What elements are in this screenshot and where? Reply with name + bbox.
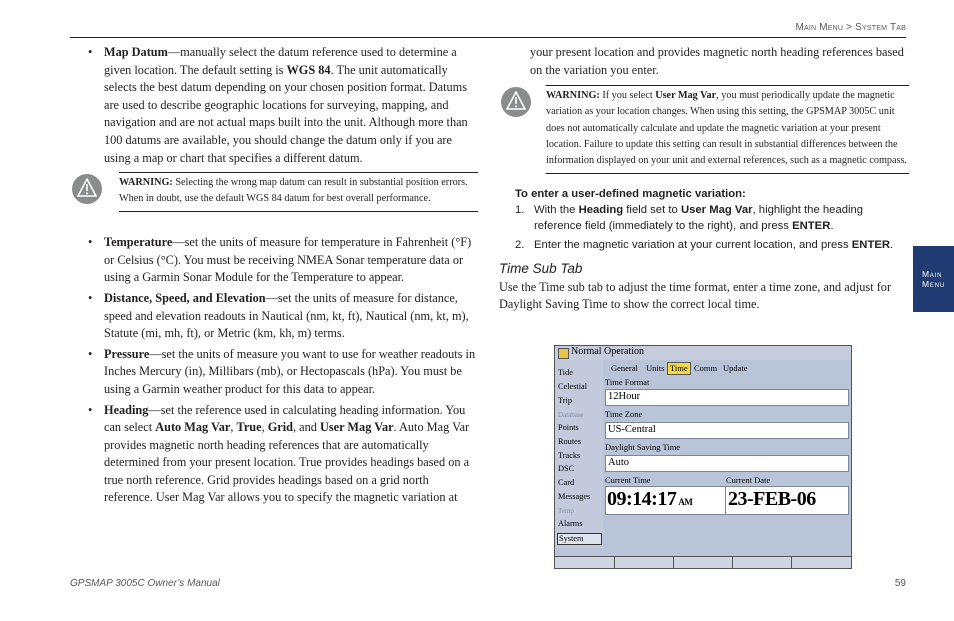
distance-text: —set the units of measure for distance, speed and elevation readouts in Nautical (nm, kt, ft), Nautical (nm, kt, m), Statute (mi, mh, ft), or Metric (km, kh, m) terms. — [104, 290, 469, 341]
heading-opt-grid: Grid — [267, 420, 294, 435]
heading-opt-user-mag-var: User Mag Var — [320, 420, 394, 435]
mag-var-warning-text — [546, 85, 909, 173]
screen-sidebar-item[interactable]: Database — [558, 411, 584, 419]
heading-continuation: your present location and provides magnetic north heading references based on the variation you enter. — [530, 45, 904, 77]
step-bold: ENTER — [851, 238, 891, 251]
folder-icon — [558, 348, 569, 359]
step-bold: User Mag Var — [680, 203, 753, 216]
mag-var-warning-text-b: , you must periodically update the magnetic variation as your location changes. When using this setting, the GPSMAP 3005C unit does not automatically calculate and update the magnetic variation at your present location. Failure to update this setting can result in substantial differences between the information displayed on your unit and external references, such as a magnetic compass. — [546, 90, 907, 167]
map-datum-text-a: —manually select the datum reference used to determine a given location. The default setting is — [104, 45, 457, 77]
screen-tab[interactable]: Update — [723, 363, 748, 373]
temperature-item — [88, 234, 478, 287]
current-date-value: 23-FEB-06 — [728, 488, 816, 510]
distance-term: Distance, Speed, and Elevation — [104, 290, 266, 305]
device-screenshot — [554, 345, 852, 569]
map-datum-item — [88, 44, 478, 167]
dst-label: Daylight Saving Time — [605, 442, 681, 452]
right-column — [499, 44, 909, 314]
bullet-icon: • — [88, 45, 93, 59]
bullet-icon: • — [88, 235, 93, 250]
step-text: Enter the magnetic variation at your current location, and press — [534, 238, 852, 251]
screen-sidebar-item[interactable]: System — [557, 533, 602, 545]
screen-sidebar-item[interactable]: Messages — [558, 492, 591, 501]
screen-sidebar-item[interactable]: DSC — [558, 464, 575, 473]
header-system-tab: System Tab — [855, 22, 906, 33]
header-main-menu: Main Menu — [795, 22, 844, 33]
bullet-icon: • — [88, 402, 93, 417]
screen-sidebar-item[interactable]: Tide — [558, 368, 573, 377]
time-format-field[interactable]: 12Hour — [605, 389, 849, 406]
time-format-label: Time Format — [605, 377, 650, 387]
datum-warning — [72, 172, 478, 222]
warning-icon — [501, 87, 531, 117]
datum-warning-body: Selecting the wrong map datum can result in substantial position errors. When in doubt, use the default WGS 84 datum for best overall performance. — [119, 177, 468, 205]
step-text: . — [830, 219, 834, 232]
side-tab-line1: Main — [922, 269, 943, 279]
current-time-label: Current Time — [605, 475, 651, 485]
screen-sidebar-item[interactable]: Celestial — [558, 382, 588, 391]
step-text: field set to — [623, 203, 681, 216]
screen-sidebar-item[interactable]: Alarms — [558, 519, 583, 528]
step-text: , highlight the heading reference field (immediately to the right), and press — [534, 203, 864, 232]
screen-sidebar — [555, 360, 603, 548]
running-header — [795, 22, 906, 33]
screen-tab[interactable]: Units — [646, 363, 665, 373]
screen-sidebar-item[interactable]: Trip — [558, 396, 572, 405]
heading-text-b: . Auto Mag Var provides magnetic north heading references that are automatically determined from your present location. True provides headings based on a true north reference. Grid provides headings based on a grid north reference. User Mag Var allows you to specify the magnetic variation at — [104, 420, 470, 505]
temperature-text: —set the units of measure for temperature in Fahrenheit (°F) or Celsius (°C). You must be receiving NMEA Sonar temperature data or using a Garmin Sonar Module for the Temperature to appear. — [104, 235, 472, 285]
step-bold: ENTER — [792, 219, 831, 232]
screen-tab[interactable]: General — [611, 363, 638, 373]
screen-title: Normal Operation — [571, 346, 645, 357]
bullet-icon: • — [88, 346, 93, 361]
softkey-bar — [555, 556, 851, 569]
map-datum-default: WGS 84 — [286, 62, 331, 77]
softkey[interactable] — [673, 557, 733, 569]
main-menu-side-tab — [913, 246, 954, 312]
heading-sep: , and — [293, 420, 320, 435]
header-rule — [70, 37, 906, 38]
current-date-label: Current Date — [726, 475, 771, 485]
page-number: 59 — [894, 578, 906, 589]
heading-term: Heading — [104, 402, 149, 417]
current-time-value — [607, 488, 692, 511]
mag-var-warning — [499, 85, 909, 173]
screen-sidebar-item[interactable]: Tracks — [558, 451, 581, 460]
distance-item — [88, 290, 478, 343]
screen-title-bar — [555, 346, 851, 360]
time-zone-label: Time Zone — [605, 409, 643, 419]
step-text: With the — [534, 203, 579, 216]
screen-sidebar-item[interactable]: Routes — [558, 437, 582, 446]
pressure-term: Pressure — [104, 346, 150, 361]
temperature-term: Temperature — [104, 235, 173, 250]
softkey[interactable] — [555, 557, 615, 569]
step-text: . — [890, 238, 894, 251]
current-time-digits: 09:14:17 — [607, 488, 677, 510]
side-tab-line2: Menu — [922, 279, 945, 289]
screen-sidebar-item[interactable]: Points — [558, 423, 579, 432]
step-number: 1. — [515, 203, 525, 216]
screen-sidebar-item[interactable]: Temp — [558, 507, 574, 515]
heading-sep: , — [261, 420, 268, 435]
heading-opt-auto-mag-var: Auto Mag Var — [155, 420, 231, 435]
screen-tab[interactable]: Comm — [694, 363, 718, 373]
heading-text-a: —set the reference used in calculating heading information. You can select — [104, 402, 466, 435]
heading-item — [88, 402, 478, 508]
screen-sidebar-item[interactable]: Card — [558, 478, 575, 487]
bullet-icon: • — [88, 290, 93, 305]
current-time-ampm: AM — [678, 497, 693, 507]
pressure-text: —set the units of measure you want to use for weather readouts in Inches Mercury (in), Millibars (mb), or Hectopascals (hPa). You must be using a Garmin weather product for this data to appear. — [104, 346, 476, 396]
datum-warning-label: WARNING: — [119, 177, 173, 189]
datum-warning-text — [119, 172, 478, 212]
map-datum-text-b: . The unit automatically selects the best datum depending on your chosen position format. Datums are used to describe geographic locations for surveying, mapping, and navigation and are not actual maps built into the unit. Although more than 100 datums are available, you should change the datum only if you are using a map or chart that specifies a different datum. — [104, 62, 468, 165]
mag-var-warning-text-a: If you select — [599, 90, 656, 102]
softkey[interactable] — [732, 557, 792, 569]
procedure-step — [499, 237, 909, 253]
header-separator: > — [846, 22, 853, 33]
map-datum-term: Map Datum — [104, 45, 168, 59]
step-number: 2. — [515, 238, 525, 251]
softkey[interactable] — [614, 557, 674, 569]
mag-var-warning-term: User Mag Var — [655, 90, 717, 102]
step-bold: Heading — [578, 203, 624, 216]
time-sub-tab-heading: Time Sub Tab — [499, 260, 583, 276]
mag-var-warning-label: WARNING: — [546, 90, 600, 102]
warning-icon — [72, 174, 102, 204]
time-zone-field[interactable]: US-Central — [605, 422, 849, 439]
dst-field[interactable]: Auto — [605, 455, 849, 472]
procedure-title: To enter a user-defined magnetic variation: — [515, 187, 746, 200]
screen-tab[interactable]: Time — [667, 362, 691, 375]
left-column — [88, 44, 478, 510]
footer-manual-title: GPSMAP 3005C Owner’s Manual — [70, 578, 220, 589]
pressure-item — [88, 346, 478, 399]
time-sub-tab-text: Use the Time sub tab to adjust the time format, enter a time zone, and adjust for Daylight Saving Time to show the correct local time. — [499, 279, 892, 312]
heading-opt-true: True — [236, 420, 262, 435]
heading-sep: , — [230, 420, 237, 435]
procedure-step — [499, 202, 909, 234]
